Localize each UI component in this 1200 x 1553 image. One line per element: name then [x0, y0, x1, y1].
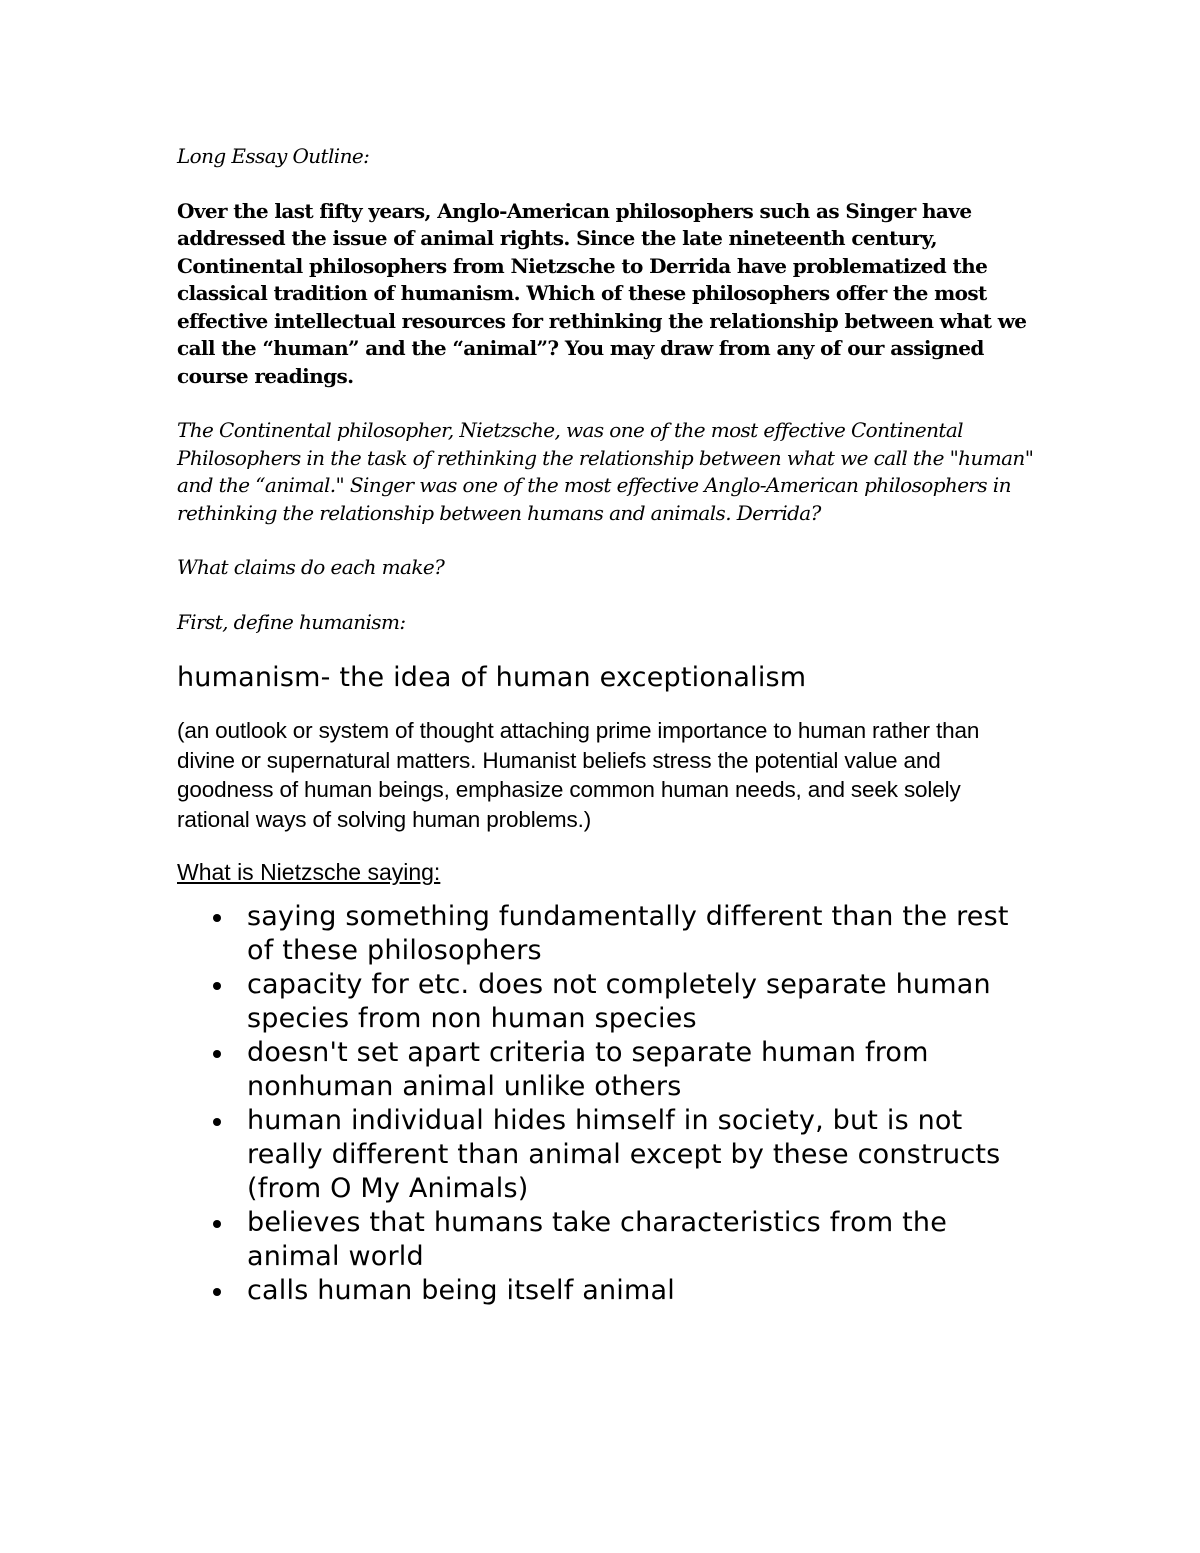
humanism-definition: (an outlook or system of thought attaching prime importance to human rather than divine or supernatural matters. Humanist beliefs stress the potential value and goodness of human beings, emphasize common human needs, and seek solely rational ways of solving human problems.)	[177, 718, 980, 832]
bullet-icon	[213, 1118, 221, 1126]
bullet-icon	[213, 1050, 221, 1058]
essay-prompt: Over the last fifty years, Anglo-American philosophers such as Singer have addressed the issue of animal rights. Since the late nineteenth century, Continental philosophers from Nietzsche to Derrida have problematized the classical tradition of humanism. Which of these philosophers offer the most effective intellectual resources for rethinking the relationship between what we call the “human” and the “animal”? You may draw from any of our assigned course readings.	[177, 198, 1027, 388]
list-item-text: saying something fundamentally different than the rest of these philosophers	[247, 901, 1009, 966]
list-item	[177, 1274, 1037, 1308]
list-item	[177, 900, 1037, 968]
list-item	[177, 1104, 1037, 1206]
bullet-icon	[213, 914, 221, 922]
list-item-text: calls human being itself animal	[247, 1275, 675, 1306]
claims-question: What claims do each make?	[177, 555, 445, 579]
list-item-text: human individual hides himself in society, but is not really different than animal except by these constructs (from O My Animals)	[247, 1105, 1001, 1204]
nietzsche-points-list	[177, 900, 1037, 1308]
bullet-icon	[213, 982, 221, 990]
humanism-heading: humanism- the idea of human exceptionalism	[177, 662, 807, 693]
outline-title: Long Essay Outline:	[177, 144, 370, 168]
document-page	[177, 143, 1037, 1308]
thesis-paragraph: The Continental philosopher, Nietzsche, was one of the most effective Continental Philosophers in the task of rethinking the relationship between what we call the "human" and the “animal." Singer was one of the most effective Anglo-American philosophers in rethinking the relationship between humans and animals. Derrida?	[177, 418, 1034, 525]
list-item-text: believes that humans take characteristics from the animal world	[247, 1207, 948, 1272]
list-item	[177, 1036, 1037, 1104]
list-item	[177, 968, 1037, 1036]
list-item	[177, 1206, 1037, 1274]
list-item-text: doesn't set apart criteria to separate human from nonhuman animal unlike others	[247, 1037, 929, 1102]
nietzsche-heading: What is Nietzsche saying:	[177, 859, 441, 885]
bullet-icon	[213, 1288, 221, 1296]
define-prompt: First, define humanism:	[177, 609, 406, 634]
list-item-text: capacity for etc. does not completely separate human species from non human species	[247, 969, 991, 1034]
bullet-icon	[213, 1220, 221, 1228]
